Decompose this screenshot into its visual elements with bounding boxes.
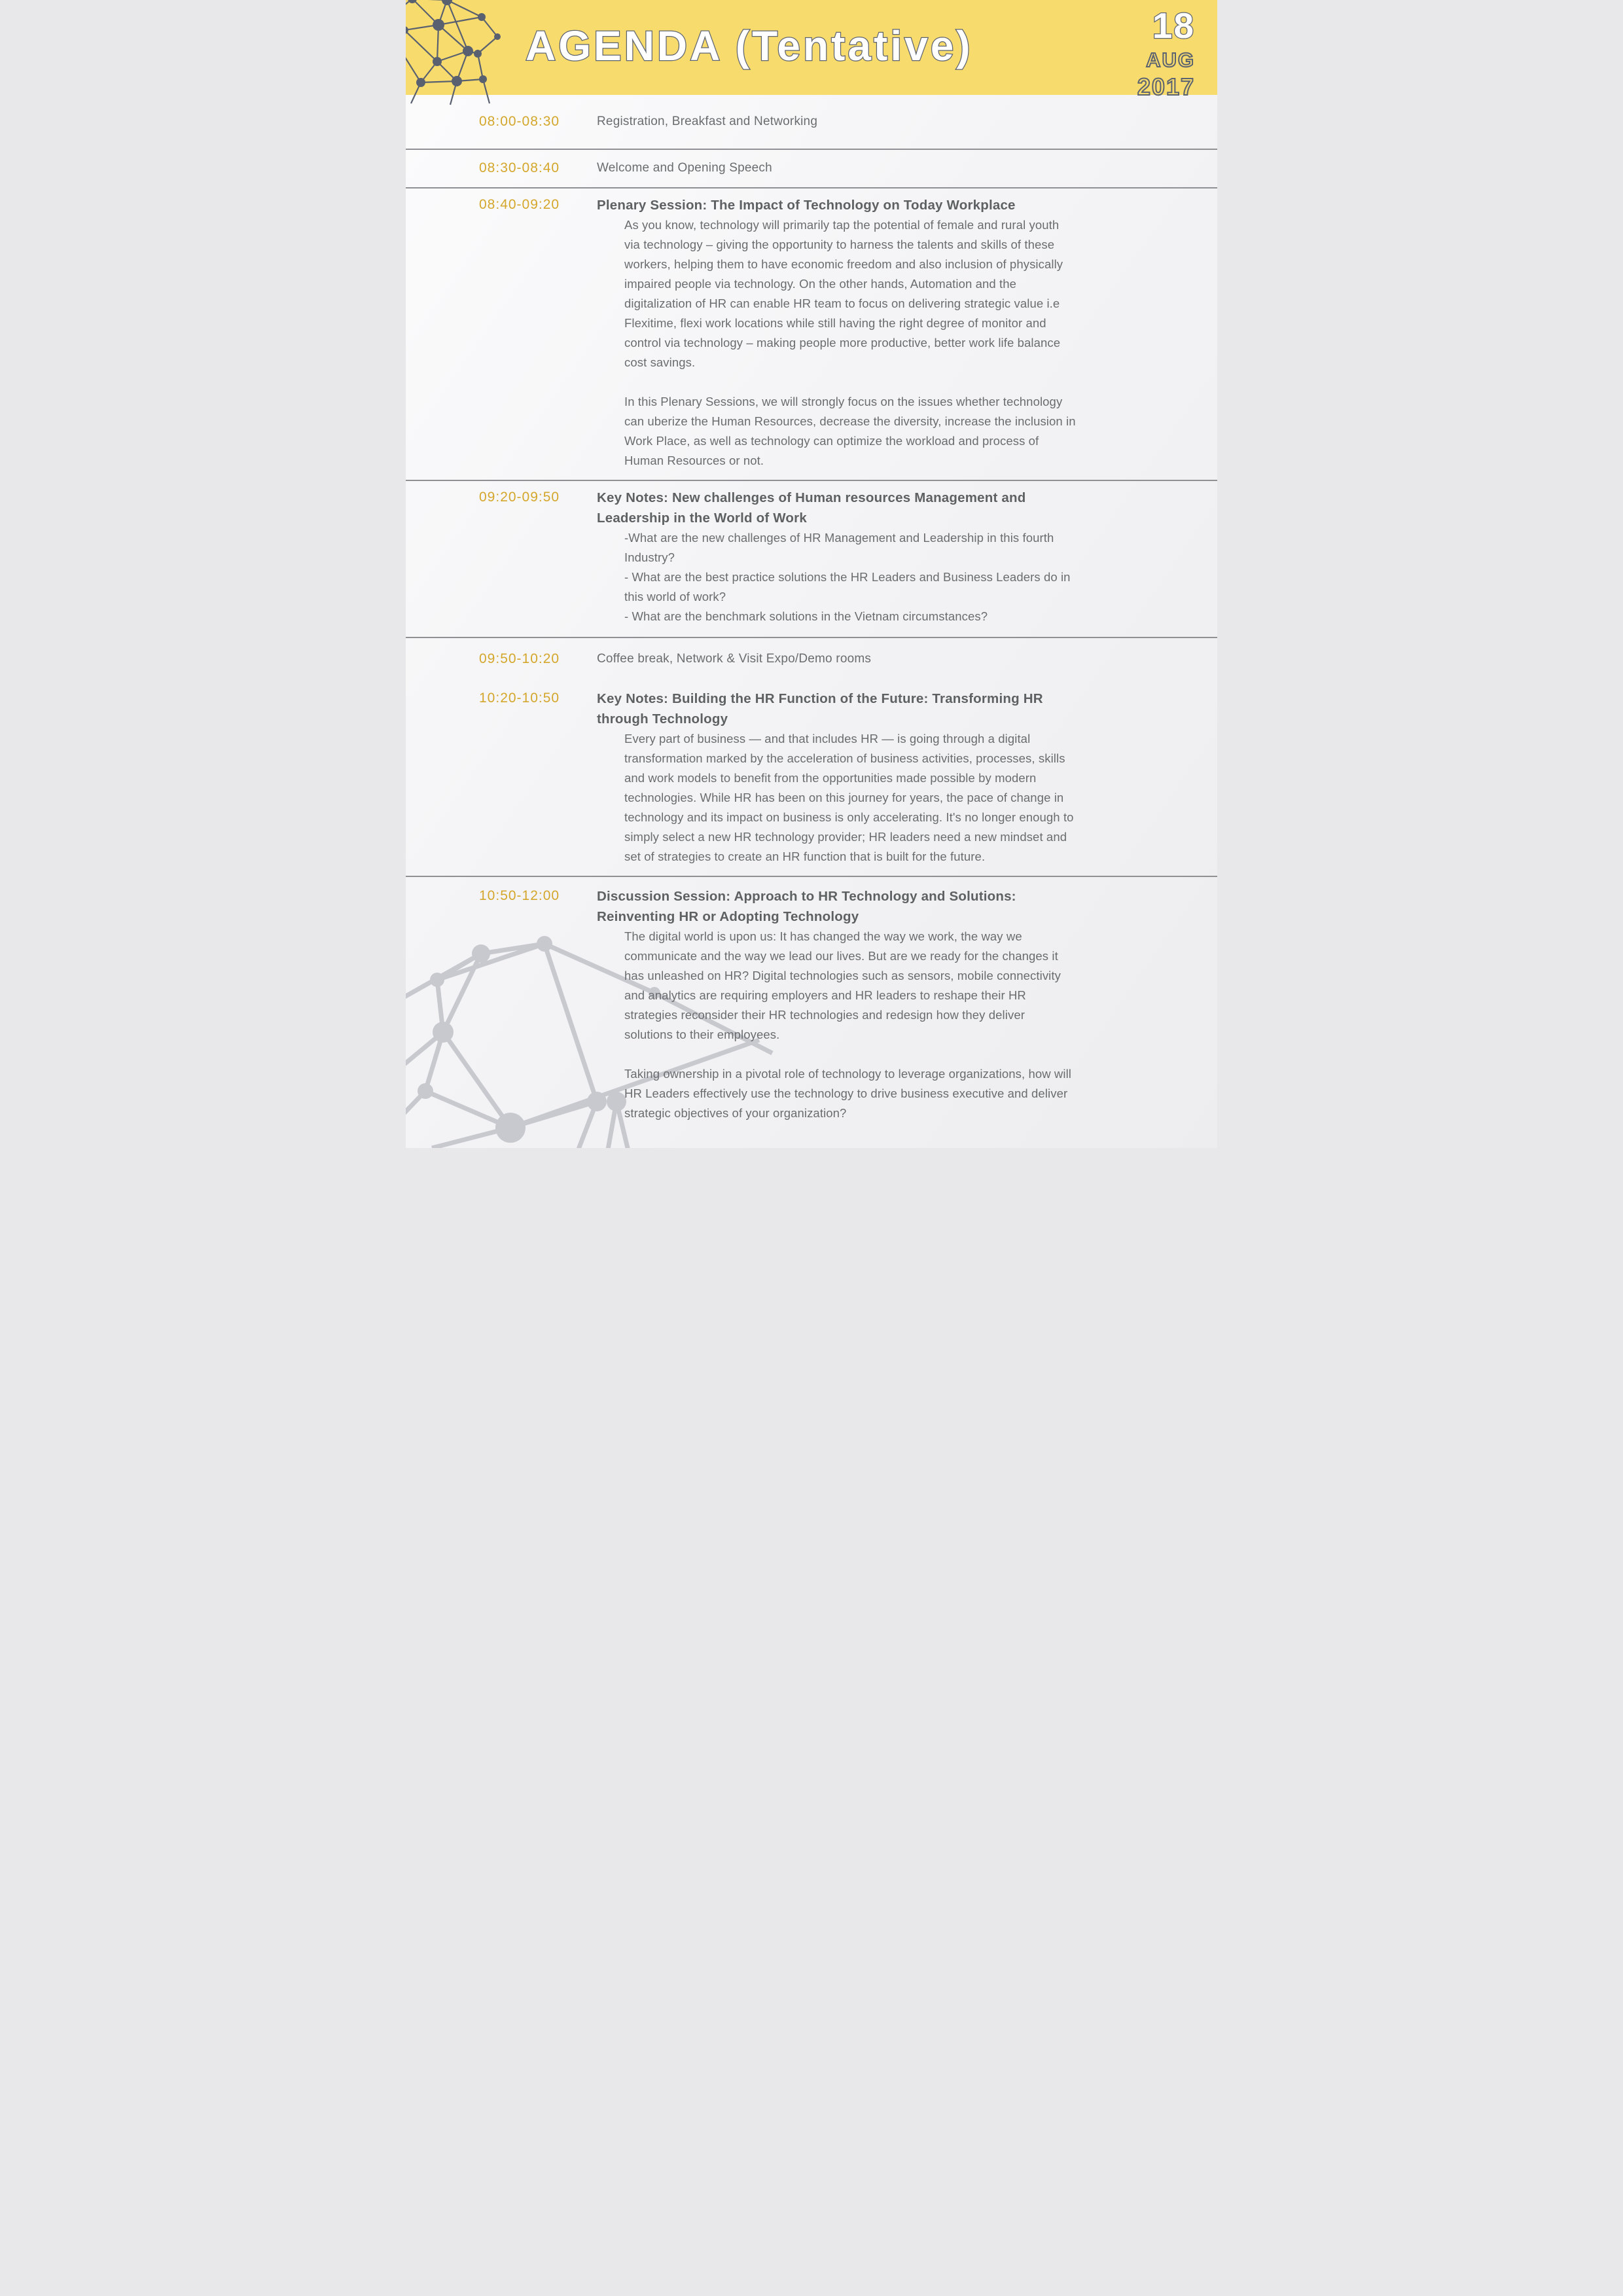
session-description: As you know, technology will primarily tap the potential of female and rural youth via technology – giving the opportunity to harness the talents and skills of these workers, helping them to have economic freedom and also inclusion of physically impaired people via technology. On the other hands, Automation and the digitalization of HR can enable HR team to focus on delivering strategic value i.e Flexitime, flexi work locations while still having the right degree of monitor and control via technology – making people more productive, better work life balance cost savings. bbox=[624, 218, 1063, 369]
session-details bbox=[597, 195, 1076, 471]
agenda-section bbox=[406, 150, 1217, 188]
session-time: 09:20-09:50 bbox=[479, 490, 560, 505]
session-label: Registration, Breakfast and Networking bbox=[597, 115, 818, 128]
header-band bbox=[406, 0, 1217, 100]
session-label: Coffee break, Network & Visit Expo/Demo rooms bbox=[597, 652, 872, 666]
session-details bbox=[597, 886, 1071, 1123]
session-title: Discussion Session: Approach to HR Technology and Solutions: Reinventing HR or Adopting Technology bbox=[597, 889, 1016, 924]
session-time: 10:50-12:00 bbox=[479, 888, 560, 903]
session-details bbox=[597, 488, 1071, 626]
session-description: The digital world is upon us: It has changed the way we work, the way we communicate and the way we lead our lives. But are we ready for the changes it has unleashed on HR? Digital technologies such as sensors, mobile connectivity and analytics are requiring employers and HR leaders to reshape their HR strategies reconsider their HR technologies and redesign how they deliver solutions to their employees. bbox=[624, 929, 1061, 1041]
session-details bbox=[597, 158, 1071, 178]
bullet-item: - What are the best practice solutions the HR Leaders and Business Leaders do in this world of work? bbox=[624, 570, 1071, 603]
session-time: 10:20-10:50 bbox=[479, 691, 560, 706]
session-time: 09:50-10:20 bbox=[479, 651, 560, 666]
session-time: 08:00-08:30 bbox=[479, 114, 560, 129]
agenda-section bbox=[406, 638, 1217, 670]
bullet-item: -What are the new challenges of HR Management and Leadership in this fourth Industry? bbox=[624, 531, 1054, 564]
date-day: 18 bbox=[1152, 5, 1195, 46]
session-title: Plenary Session: The Impact of Technology on Today Workplace bbox=[597, 198, 1016, 213]
agenda-page bbox=[406, 0, 1217, 1148]
session-details bbox=[597, 649, 1071, 669]
agenda-list bbox=[406, 95, 1217, 1134]
session-time: 08:30-08:40 bbox=[479, 160, 560, 175]
agenda-section bbox=[406, 481, 1217, 638]
session-label: Welcome and Opening Speech bbox=[597, 161, 772, 175]
date-year: 2017 bbox=[1137, 73, 1195, 100]
session-title: Key Notes: Building the HR Function of the Future: Transforming HR through Technology bbox=[597, 691, 1043, 726]
session-title: Key Notes: New challenges of Human resources Management and Leadership in the World of Work bbox=[597, 490, 1026, 526]
session-time: 08:40-09:20 bbox=[479, 197, 560, 212]
agenda-section bbox=[406, 670, 1217, 877]
session-questions bbox=[624, 528, 1076, 626]
date-month: AUG bbox=[1146, 48, 1195, 71]
page-title: AGENDA (Tentative) bbox=[526, 22, 973, 69]
agenda-section bbox=[406, 188, 1217, 481]
session-details bbox=[597, 112, 1071, 132]
agenda-section bbox=[406, 877, 1217, 1134]
bullet-item: - What are the benchmark solutions in the Vietnam circumstances? bbox=[624, 609, 988, 623]
session-description: In this Plenary Sessions, we will strongly focus on the issues whether technology can uberize the Human Resources, decrease the diversity, increase the inclusion in Work Place, as well as technology can optimize the workload and process of Human Resources or not. bbox=[624, 395, 1076, 467]
session-description: Taking ownership in a pivotal role of technology to leverage organizations, how will HR Leaders effectively use the technology to drive business executive and deliver strategic objectives of your organization? bbox=[624, 1067, 1072, 1120]
event-date bbox=[1137, 5, 1195, 100]
session-description: Every part of business — and that includes HR — is going through a digital transformation marked by the acceleration of business activities, processes, skills and work models to benefit from the opportunities made possible by modern technologies. While HR has been on this journey for years, the pace of change in technology and its impact on business is only accelerating. It's no longer enough to simply select a new HR technology provider; HR leaders need a new mindset and set of strategies to create an HR function that is built for the future. bbox=[624, 732, 1074, 863]
session-details bbox=[597, 689, 1074, 867]
